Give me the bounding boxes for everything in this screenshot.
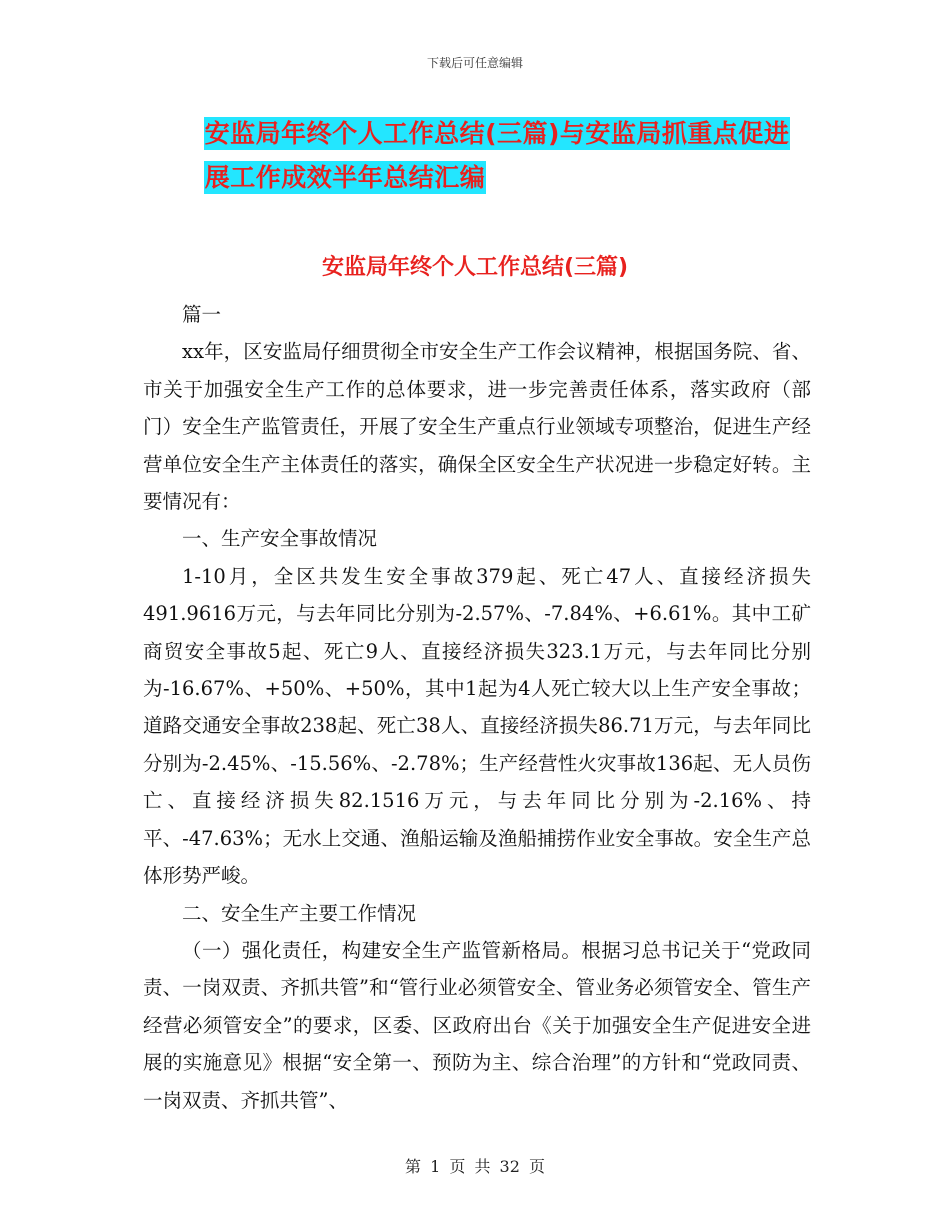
heading-accident-situation: 一、生产安全事故情况 <box>182 527 378 551</box>
page-footer: 第 1 页 共 32 页 <box>405 1157 545 1176</box>
document-title-line-2 <box>0 158 820 194</box>
paragraph-accident-stats: 1-10月，全区共发生安全事故379起、死亡47人、直接经济损失491.9616万元，与去年同比分别为-2.57%、-7.84%、+6.61%。其中工矿商贸安全事故5起、死亡9人、直接经济损失323.1万元，与去年同比分别为-16.67%、+50%、+50%，其中1起为4人死亡较大以上生产安全事故；道路交通安全事故238起、死亡38人、直接经济损失86.71万元，与去年同比分别为-2.45%、-15.56%、-2.78%；生产经营性火灾事故136起、无人员伤亡、直接经济损失82.1516万元，与去年同比分别为-2.16%、持平、-47.63%；无水上交通、渔船运输及渔船捕捞作业安全事故。安全生产总体形势严峻。 <box>143 564 811 888</box>
header-note: 下载后可任意编辑 <box>426 56 523 70</box>
document-title-line-1 <box>22 114 950 150</box>
body-text <box>143 296 811 1119</box>
document-title-line-2-text: 展工作成效半年总结汇编 <box>204 163 486 192</box>
document-title-line-1-text: 安监局年终个人工作总结(三篇)与安监局抓重点促进 <box>204 119 790 148</box>
part-label: 篇一 <box>182 303 222 326</box>
heading-main-work: 二、安全生产主要工作情况 <box>182 901 417 925</box>
section-title: 安监局年终个人工作总结(三篇) <box>321 255 629 280</box>
paragraph-intro: xx年，区安监局仔细贯彻全市安全生产工作会议精神，根据国务院、省、市关于加强安全生产工作的总体要求，进一步完善责任体系，落实政府（部门）安全生产监管责任，开展了安全生产重点行业领域专项整治，促进生产经营单位安全生产主体责任的落实，确保全区安全生产状况进一步稳定好转。主要情况有： <box>143 340 811 514</box>
paragraph-responsibility: （一）强化责任，构建安全生产监管新格局。根据习总书记关于“党政同责、一岗双责、齐抓共管”和“管行业必须管安全、管业务必须管安全、管生产经营必须管安全”的要求，区委、区政府出台《关于加强安全生产促进安全进展的实施意见》根据“安全第一、预防为主、综合治理”的方针和“党政同责、一岗双责、齐抓共管”、 <box>143 938 811 1112</box>
